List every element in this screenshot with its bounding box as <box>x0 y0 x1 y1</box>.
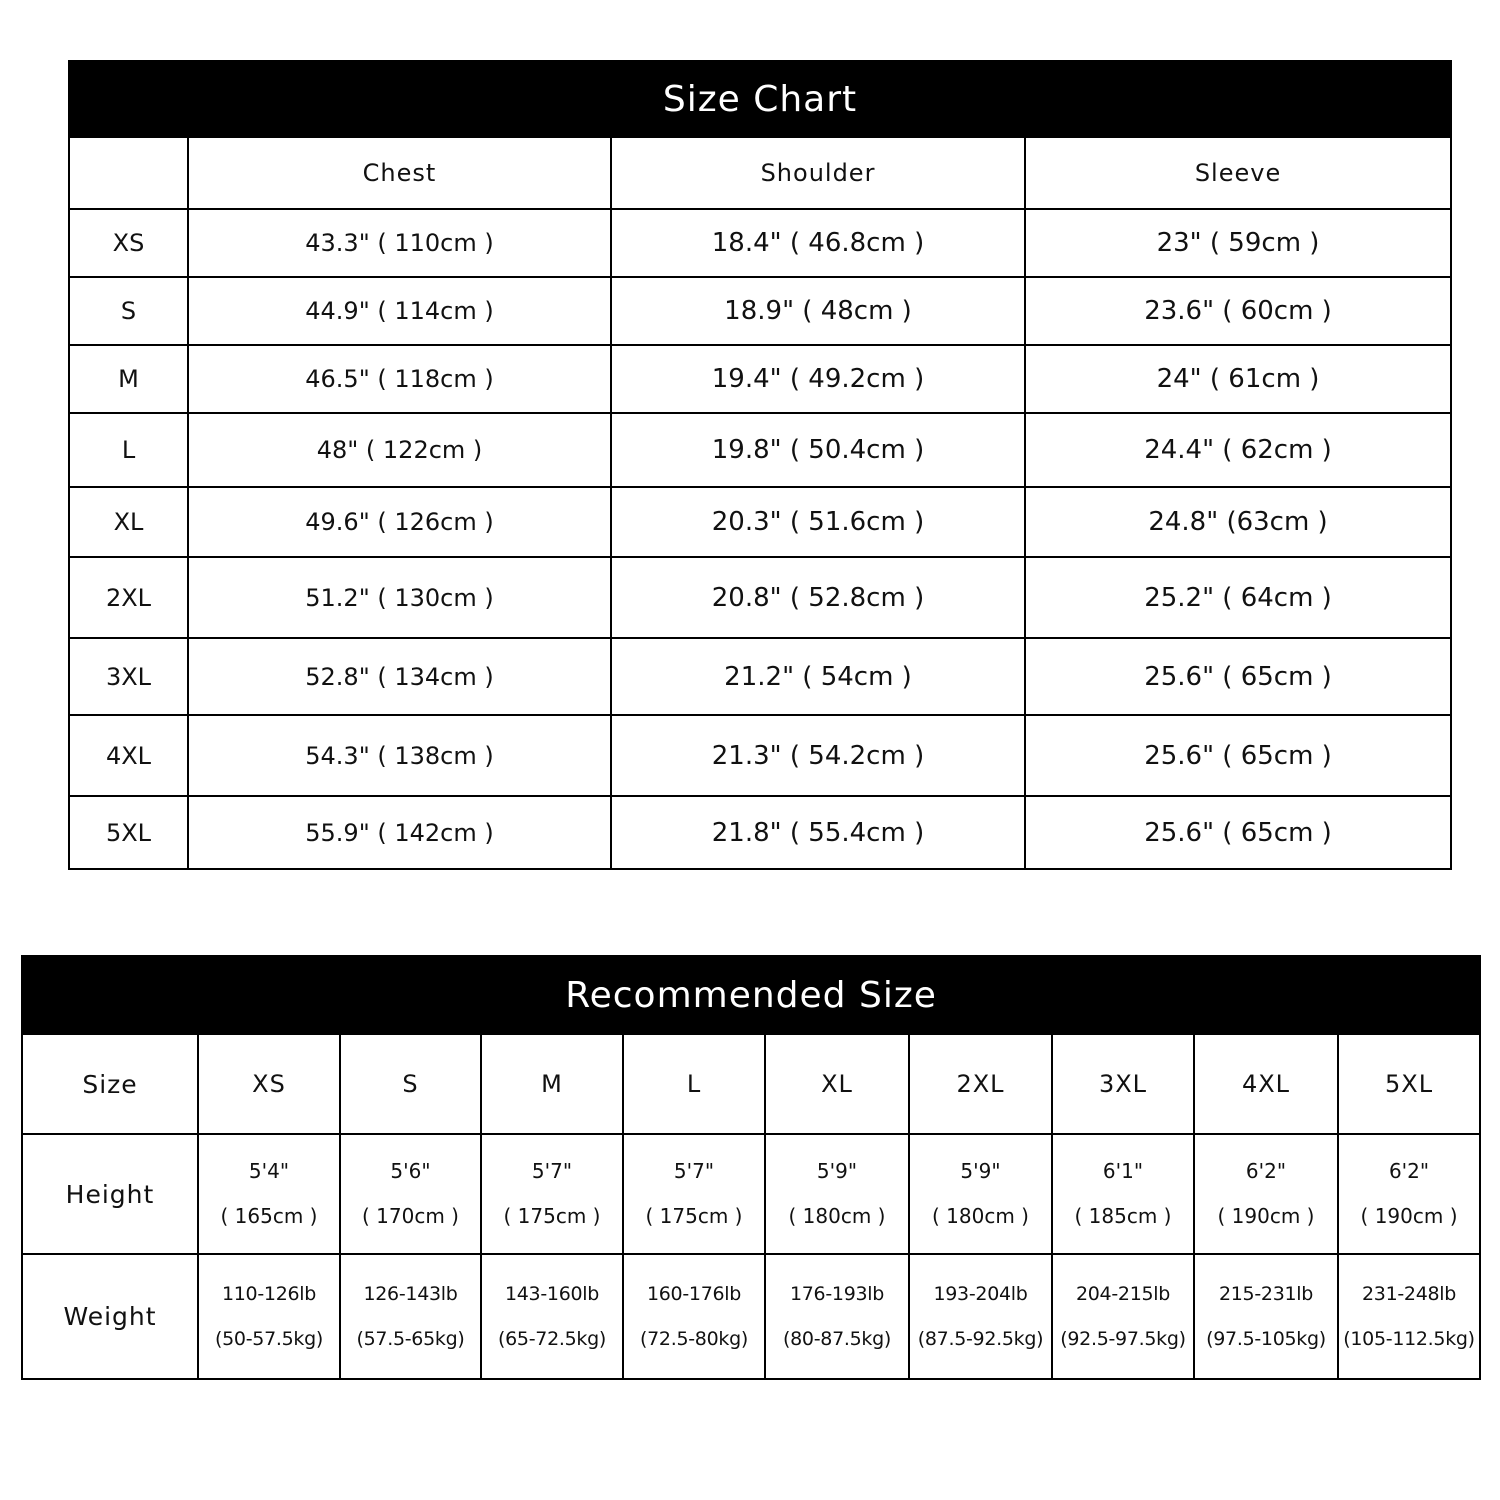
sleeve-cell: 25.2" ( 64cm ) <box>1025 557 1451 638</box>
recommended-size-title: Recommended Size <box>22 956 1480 1034</box>
size-column-header: S <box>340 1034 481 1134</box>
weight-kg: (50-57.5kg) <box>215 1327 323 1350</box>
size-column-header: 4XL <box>1194 1034 1338 1134</box>
weight-lb: 160-176lb <box>646 1282 742 1305</box>
size-column-header: L <box>623 1034 765 1134</box>
sleeve-cell: 23.6" ( 60cm ) <box>1025 277 1451 345</box>
height-cm: ( 190cm ) <box>1217 1204 1315 1228</box>
height-ft: 5'7" <box>531 1159 573 1183</box>
height-cm: ( 185cm ) <box>1074 1204 1172 1228</box>
shoulder-cell: 19.8" ( 50.4cm ) <box>611 413 1025 487</box>
weight-kg: (92.5-97.5kg) <box>1060 1327 1186 1350</box>
row-label-weight: Weight <box>22 1254 198 1379</box>
size-label: 2XL <box>69 557 188 638</box>
table-row <box>69 209 1451 277</box>
size-column-header: 2XL <box>909 1034 1052 1134</box>
height-cm: ( 180cm ) <box>932 1204 1029 1228</box>
height-ft: 5'4" <box>248 1159 290 1183</box>
row-label-size: Size <box>22 1034 198 1134</box>
size-chart-title: Size Chart <box>69 61 1451 137</box>
size-label: XL <box>69 487 188 557</box>
height-cm: ( 175cm ) <box>645 1204 743 1228</box>
height-cell <box>1338 1134 1480 1254</box>
sleeve-cell: 25.6" ( 65cm ) <box>1025 796 1451 869</box>
size-label: 3XL <box>69 638 188 715</box>
sleeve-cell: 24" ( 61cm ) <box>1025 345 1451 413</box>
size-column-header: 5XL <box>1338 1034 1480 1134</box>
weight-kg: (65-72.5kg) <box>498 1327 606 1350</box>
height-ft: 6'2" <box>1388 1159 1430 1183</box>
size-label: L <box>69 413 188 487</box>
chest-cell: 48" ( 122cm ) <box>188 413 611 487</box>
height-cell <box>1194 1134 1338 1254</box>
weight-lb: 176-193lb <box>789 1282 885 1305</box>
size-column-header: 3XL <box>1052 1034 1194 1134</box>
size-label: 4XL <box>69 715 188 796</box>
height-cell <box>198 1134 340 1254</box>
weight-kg: (97.5-105kg) <box>1206 1327 1326 1350</box>
height-row <box>22 1134 1480 1254</box>
table-row <box>69 345 1451 413</box>
height-ft: 5'9" <box>816 1159 858 1183</box>
size-column-header: XS <box>198 1034 340 1134</box>
shoulder-cell: 19.4" ( 49.2cm ) <box>611 345 1025 413</box>
weight-kg: (87.5-92.5kg) <box>917 1327 1044 1350</box>
weight-lb: 110-126lb <box>221 1282 317 1305</box>
sleeve-cell: 25.6" ( 65cm ) <box>1025 715 1451 796</box>
size-label: M <box>69 345 188 413</box>
height-cell <box>909 1134 1052 1254</box>
size-label: S <box>69 277 188 345</box>
height-ft: 5'6" <box>390 1159 431 1183</box>
chest-cell: 43.3" ( 110cm ) <box>188 209 611 277</box>
size-label: 5XL <box>69 796 188 869</box>
weight-cell <box>340 1254 481 1379</box>
weight-cell <box>198 1254 340 1379</box>
height-cell <box>481 1134 623 1254</box>
weight-kg: (80-87.5kg) <box>783 1327 891 1350</box>
table-row <box>69 413 1451 487</box>
size-chart-corner-cell <box>69 137 188 209</box>
height-cell <box>765 1134 909 1254</box>
column-header-shoulder: Shoulder <box>611 137 1025 209</box>
height-ft: 5'9" <box>960 1159 1001 1183</box>
weight-lb: 231-248lb <box>1362 1282 1457 1305</box>
row-label-height: Height <box>22 1134 198 1254</box>
size-column-header: XL <box>765 1034 909 1134</box>
chest-cell: 46.5" ( 118cm ) <box>188 345 611 413</box>
table-row <box>69 638 1451 715</box>
height-cm: ( 175cm ) <box>503 1204 601 1228</box>
recommended-size-table <box>21 955 1481 1380</box>
weight-lb: 204-215lb <box>1075 1282 1171 1305</box>
column-header-sleeve: Sleeve <box>1025 137 1451 209</box>
weight-cell <box>481 1254 623 1379</box>
chest-cell: 52.8" ( 134cm ) <box>188 638 611 715</box>
weight-kg: (72.5-80kg) <box>640 1327 748 1350</box>
weight-cell <box>1338 1254 1480 1379</box>
weight-lb: 126-143lb <box>363 1282 458 1305</box>
column-header-chest: Chest <box>188 137 611 209</box>
size-chart-table <box>68 60 1452 870</box>
weight-cell <box>623 1254 765 1379</box>
shoulder-cell: 21.8" ( 55.4cm ) <box>611 796 1025 869</box>
shoulder-cell: 20.3" ( 51.6cm ) <box>611 487 1025 557</box>
height-cell <box>340 1134 481 1254</box>
weight-cell <box>909 1254 1052 1379</box>
height-cm: ( 190cm ) <box>1360 1204 1458 1228</box>
table-row <box>69 487 1451 557</box>
size-header-row <box>22 1034 1480 1134</box>
height-ft: 5'7" <box>673 1159 715 1183</box>
height-cm: ( 165cm ) <box>220 1204 318 1228</box>
weight-kg: (105-112.5kg) <box>1343 1327 1475 1350</box>
sleeve-cell: 23" ( 59cm ) <box>1025 209 1451 277</box>
height-ft: 6'2" <box>1245 1159 1287 1183</box>
size-column-header: M <box>481 1034 623 1134</box>
table-row <box>69 557 1451 638</box>
weight-lb: 193-204lb <box>933 1282 1028 1305</box>
weight-cell <box>1194 1254 1338 1379</box>
weight-lb: 215-231lb <box>1218 1282 1314 1305</box>
sleeve-cell: 24.4" ( 62cm ) <box>1025 413 1451 487</box>
height-cell <box>623 1134 765 1254</box>
shoulder-cell: 20.8" ( 52.8cm ) <box>611 557 1025 638</box>
weight-row <box>22 1254 1480 1379</box>
sleeve-cell: 24.8" (63cm ) <box>1025 487 1451 557</box>
height-cell <box>1052 1134 1194 1254</box>
chest-cell: 55.9" ( 142cm ) <box>188 796 611 869</box>
chest-cell: 49.6" ( 126cm ) <box>188 487 611 557</box>
height-cm: ( 180cm ) <box>788 1204 886 1228</box>
chest-cell: 51.2" ( 130cm ) <box>188 557 611 638</box>
height-ft: 6'1" <box>1102 1159 1144 1183</box>
shoulder-cell: 18.9" ( 48cm ) <box>611 277 1025 345</box>
table-row <box>69 715 1451 796</box>
shoulder-cell: 18.4" ( 46.8cm ) <box>611 209 1025 277</box>
weight-lb: 143-160lb <box>504 1282 600 1305</box>
shoulder-cell: 21.3" ( 54.2cm ) <box>611 715 1025 796</box>
height-cm: ( 170cm ) <box>362 1204 459 1228</box>
size-label: XS <box>69 209 188 277</box>
weight-kg: (57.5-65kg) <box>356 1327 465 1350</box>
chest-cell: 44.9" ( 114cm ) <box>188 277 611 345</box>
weight-cell <box>765 1254 909 1379</box>
weight-cell <box>1052 1254 1194 1379</box>
table-row <box>69 796 1451 869</box>
sleeve-cell: 25.6" ( 65cm ) <box>1025 638 1451 715</box>
shoulder-cell: 21.2" ( 54cm ) <box>611 638 1025 715</box>
table-row <box>69 277 1451 345</box>
chest-cell: 54.3" ( 138cm ) <box>188 715 611 796</box>
